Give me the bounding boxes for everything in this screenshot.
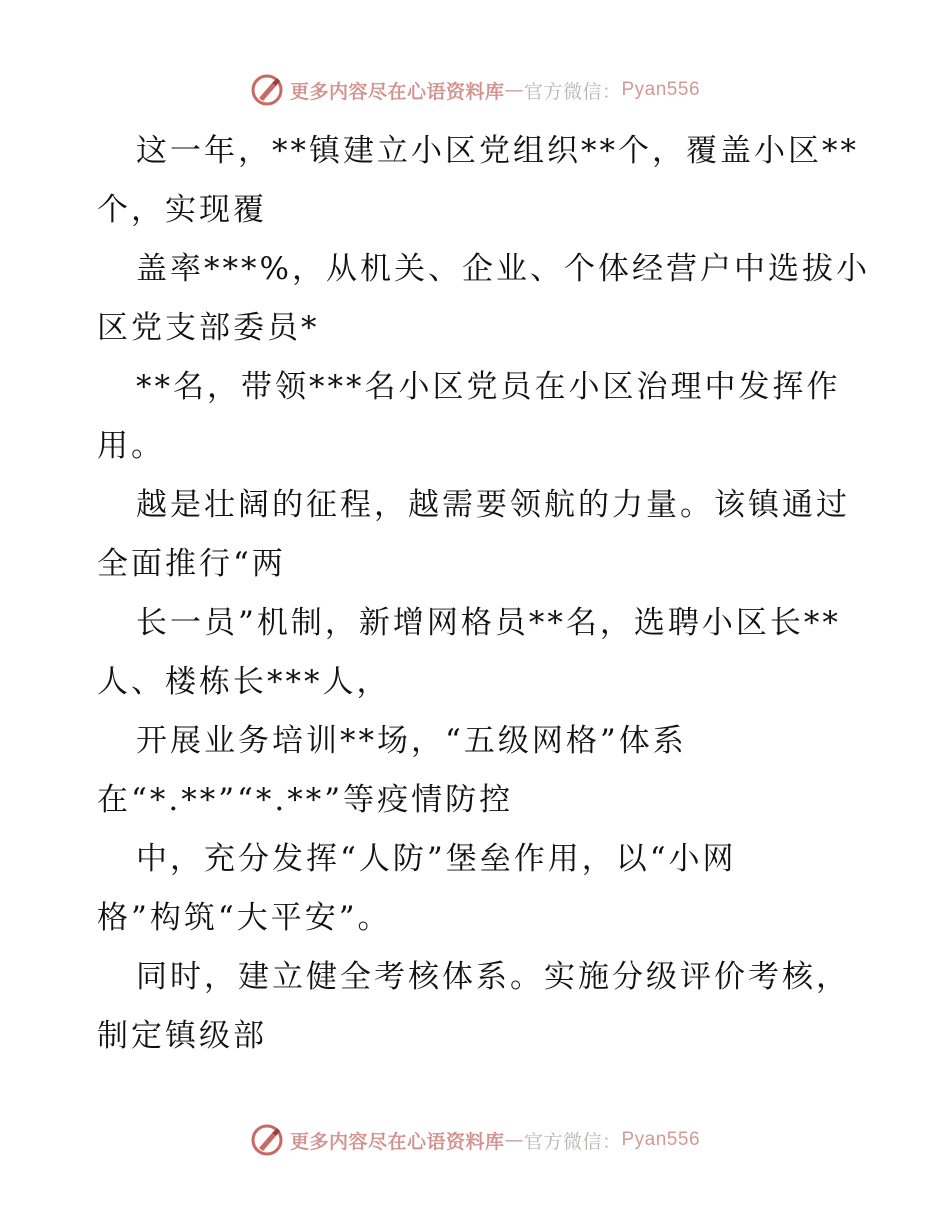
banner-wechat-id: Pyan556 xyxy=(621,79,701,100)
paragraph-6-line-1: 开展业务培训**场，“五级网格”体系 xyxy=(136,723,687,759)
paragraph-8-line-2: 制定镇级部 xyxy=(97,1018,267,1054)
banner-wechat-id: Pyan556 xyxy=(621,1129,701,1150)
paragraph-8 xyxy=(97,948,867,1066)
paragraph-3-line-1: **名，带领***名小区党员在小区治理中发挥作 xyxy=(136,369,841,405)
banner-wechat-label: 官方微信： xyxy=(523,80,622,103)
paragraph-5 xyxy=(97,594,867,712)
paragraph-3-line-2: 用。 xyxy=(97,428,165,464)
paragraph-4 xyxy=(97,476,867,594)
paragraph-1 xyxy=(97,122,867,240)
paragraph-2 xyxy=(97,240,870,358)
banner-separator: — xyxy=(504,79,524,101)
paragraph-1-line-2: 个，实现覆 xyxy=(97,192,267,228)
paragraph-5-line-2: 人、楼栋长***人， xyxy=(97,664,391,700)
paragraph-2-line-2: 区党支部委员* xyxy=(97,310,320,346)
footer-watermark-banner xyxy=(0,1120,950,1160)
paragraph-3 xyxy=(97,358,867,476)
pen-logo-icon xyxy=(250,73,284,107)
paragraph-4-line-1: 越是壮阔的征程，越需要领航的力量。该镇通过 xyxy=(136,487,850,523)
paragraph-2-line-1: 盖率***%，从机关、企业、个体经营户中选拔小 xyxy=(136,251,870,287)
document-body xyxy=(97,122,870,1066)
paragraph-7-line-1: 中，充分发挥“人防”堡垒作用，以“小网 xyxy=(136,841,737,877)
header-watermark-banner xyxy=(0,70,950,110)
paragraph-7-line-2: 格”构筑“大平安”。 xyxy=(97,900,392,936)
banner-main-text: 更多内容尽在心语资料库 xyxy=(289,80,505,103)
pen-logo-icon xyxy=(250,1123,284,1157)
paragraph-6-line-2: 在“*.**”“*.**”等疫情防控 xyxy=(97,782,514,818)
paragraph-6 xyxy=(97,712,867,830)
banner-separator: — xyxy=(504,1129,524,1151)
banner-wechat-label: 官方微信： xyxy=(523,1130,622,1153)
paragraph-1-line-1: 这一年，**镇建立小区党组织**个，覆盖小区** xyxy=(136,133,859,169)
banner-main-text: 更多内容尽在心语资料库 xyxy=(289,1130,505,1153)
paragraph-7 xyxy=(97,830,867,948)
paragraph-8-line-1: 同时，建立健全考核体系。实施分级评价考核， xyxy=(136,959,850,995)
paragraph-5-line-1: 长一员”机制，新增网格员**名，选聘小区长** xyxy=(136,605,841,641)
paragraph-4-line-2: 全面推行“两 xyxy=(97,546,286,582)
